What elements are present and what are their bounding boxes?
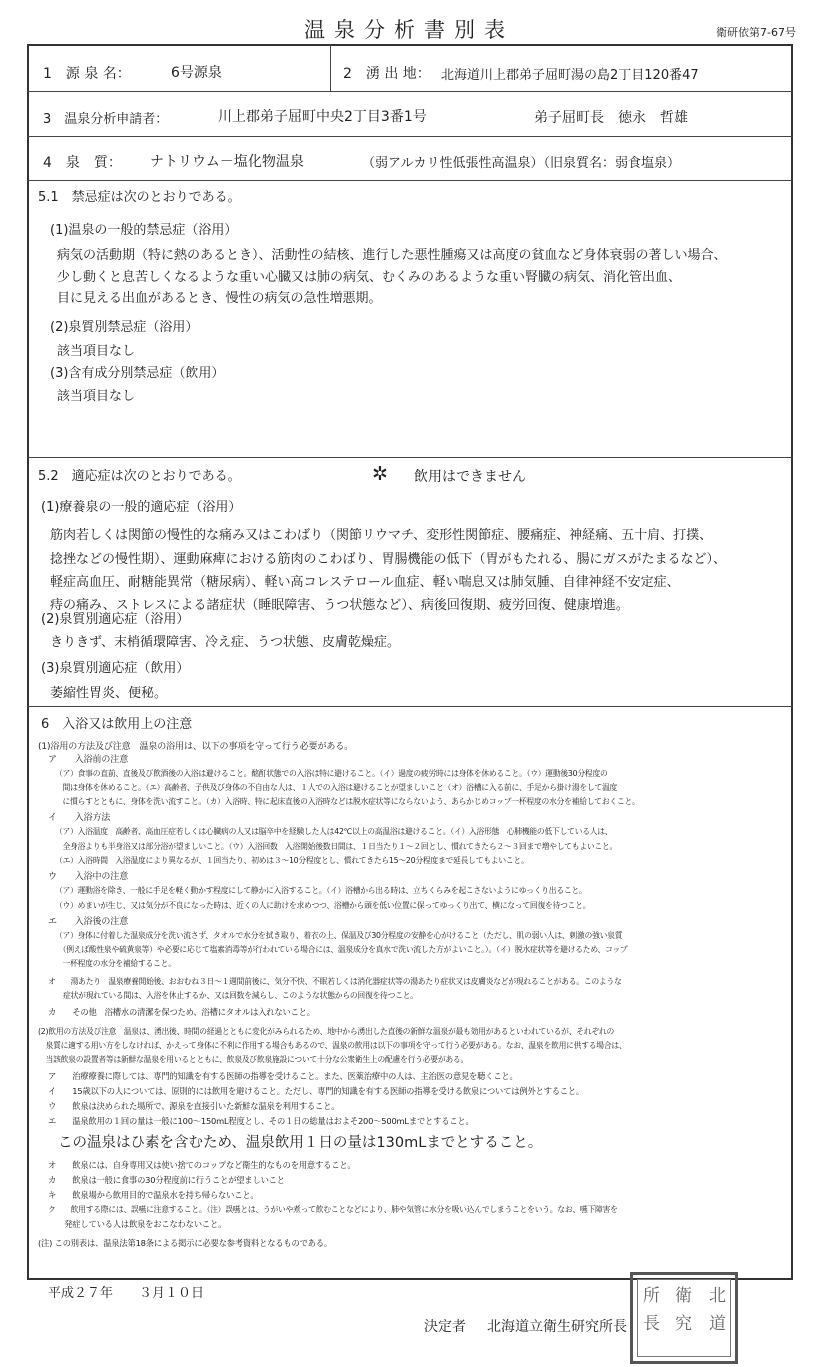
row-divider [27, 457, 793, 458]
paragraph-line: 捻挫などの慢性期）、運動麻痺における筋肉のこわばり、胃腸機能の低下（胃がもたれる、腸にガスがたまるなど）、 [50, 552, 727, 567]
arsenic-drinking-limit-notice: この温泉はひ素を含むため、温泉飲用１日の量は130mLまでとすること。 [58, 1135, 543, 1151]
precaution-line: (2)飲用の方法及び注意 温泉は、湧出後、時間の経過とともに変化がみられるため、地中から湧出した直後の新鮮な温泉が最も効用があるといわれているが、それぞれの [38, 1027, 614, 1036]
precaution-line: 一杯程度の水分を補給すること。 [55, 959, 176, 968]
applicant-name: 弟子屈町長 徳永 哲雄 [534, 110, 688, 126]
source-name-value: 6号源泉 [171, 65, 222, 81]
paragraph-line: 目に見える出血があるとき、慢性の病気の急性増悪期。 [57, 291, 382, 306]
contraindications-drinking-heading: (3)含有成分別禁忌症（飲用） [50, 366, 225, 381]
origin-value: 北海道川上郡弟子屈町湯の島2丁目120番47 [441, 68, 699, 83]
origin-label: 2 湧 出 地： [343, 66, 431, 82]
precaution-line: 発症している人は飲泉をおこなわないこと。 [48, 1219, 227, 1229]
precaution-line: 間は身体を休めること。（エ）高齢者、子供及び身体の不自由な人は、１人での入浴は避けることが望ましいこと（オ）浴槽に入る前に、手足から掛け湯をして温度 [55, 783, 618, 792]
indications-heading: 5.2 適応症は次のとおりである。 [38, 469, 241, 484]
precaution-line: 当該飲泉の設置者等は新鮮な温泉を用いるとともに、飲泉及び飲泉施設について十分な公衆衛生上の配慮を行う必要がある。 [38, 1055, 469, 1064]
precaution-line: ア 治療療養に際しては、専門的知識を有する医師の指導を受けること。また、医薬治療中の人は、主治医の意見を聴くこと。 [48, 1071, 518, 1081]
paragraph-line: 軽症高血圧、耐糖能異常（糖尿病）、軽い高コレステロール血症、軽い喘息又は肺気腫、自律神経不安定症、 [50, 575, 680, 590]
row-divider [27, 136, 793, 137]
paragraph-line: 病気の活動期（特に熱のあるとき）、活動性の結核、進行した悪性腫瘍又は高度の貧血など身体衰弱の著しい場合、 [57, 248, 727, 263]
row-divider [27, 706, 793, 707]
precaution-line: 泉質に適する用い方をしなければ、かえって身体に不利に作用する場合もあるので、温泉の飲用は以下の事項を守って行う必要がある。なお、温泉を飲用に供する場合は、 [38, 1041, 627, 1050]
precaution-line: イ 15歳以下の人については、原則的には飲用を避けること。ただし、専門的知識を有する医師の指導を受ける飲泉については例外とすること。 [48, 1086, 585, 1096]
precaution-line: イ 入浴方法 [48, 813, 111, 823]
indications-drinking-value: 萎縮性胃炎、便秘。 [50, 686, 168, 701]
precaution-line: オ 飲泉には、自身専用又は使い捨てのコップなど衛生的なものを用意すること。 [48, 1160, 356, 1170]
footnote: (注) この別表は、温泉法第18条による掲示に必要な参考資料となるものである。 [38, 1238, 332, 1248]
contraindications-type-value: 該当項目なし [57, 344, 136, 359]
precaution-line: （ア）身体に付着した温泉成分を洗い流さず、タオルで水分を拭き取り、着衣の上、保温及び30分程度の安静を心がけること（ただし、肌の弱い人は、刺激の強い泉質 [55, 931, 623, 940]
contraindications-type-heading: (2)泉質別禁忌症（浴用） [50, 320, 199, 335]
precaution-line: ア 入浴前の注意 [48, 755, 129, 765]
decider-name: 北海道立衛生研究所長 [487, 1319, 627, 1335]
row-divider [27, 180, 793, 181]
seal-glyph: 衛 [675, 1286, 692, 1306]
seal-glyph: 道 [709, 1314, 726, 1334]
precaution-line: （ア）運動浴を除き、一般に手足を軽く動かす程度にして静かに入浴すること。（イ）浴槽から出る時は、立ちくらみを起こさないようにゆっくり出ること。 [55, 886, 587, 895]
spring-type-detail: （弱アルカリ性低張性高温泉）（旧泉質名：弱食塩泉） [362, 156, 680, 171]
official-seal [630, 1272, 738, 1364]
row-divider [27, 91, 793, 92]
indications-drinking-heading: (3)泉質別適応症（飲用） [41, 661, 190, 676]
precaution-line: ク 飲用する際には、誤嚥に注意すること。（注）誤嚥とは、うがいや煮って飲むことなどにより、肺や気管に水分を吸い込んでしまうことをいう。なお、嚥下障害を [48, 1205, 618, 1214]
spring-type-label: 4 泉 質： [43, 155, 122, 171]
applicant-address: 川上郡弟子屈町中央2丁目3番1号 [218, 109, 427, 125]
seal-glyph: 北 [709, 1286, 726, 1306]
precaution-line: オ 湯あたり 温泉療養開始後、おおむね３日～１週間前後に、気分不快、不眠若しくは消化器症状等の湯あたり症状又は皮膚炎などが現れることがある。このような [48, 977, 622, 986]
document-reference-number: 衛研依第7-67号 [716, 26, 796, 39]
precaution-line: （例えば酸性泉や硫黄泉等）や必要に応じて塩素消毒等が行われている場合には、温泉成分を真水で洗い流した方がよいこと。）。（イ）脱水症状等を避けるため、コップ [55, 945, 628, 954]
seal-glyph: 究 [675, 1314, 692, 1334]
precaution-line: （ア）入浴温度 高齢者、高血圧症若しくは心臓病の人又は脳卒中を経験した人は42℃以上の高温浴は避けること。（イ）入浴形態 心肺機能の低下している人は、 [55, 827, 613, 836]
column-divider [330, 44, 331, 91]
decision-date: 平成２７年 ３月１０日 [48, 1286, 205, 1301]
precaution-line: （エ）入浴時間 入浴温度により異なるが、１回当たり、初めは３～10分程度とし、慣れてきたら15～20分程度まで延長してもよいこと。 [55, 856, 529, 865]
precaution-line: 症状が現れている間は、入浴を休止するか、又は回数を減らし、このような状態からの回復を待つこと。 [48, 991, 418, 1000]
applicant-label: 3 温泉分析申請者： [43, 112, 169, 127]
document-title: 温泉分析書別表 [304, 18, 514, 42]
contraindications-general-heading: (1)温泉の一般的禁忌症（浴用） [50, 223, 238, 238]
precaution-line: エ 温泉飲用の１回の量は一般に100～150mL程度とし、その１日の総量はおよそ200～500mLまでとすること。 [48, 1116, 474, 1126]
no-drinking-stamp: 飲用はできません [414, 469, 526, 485]
contraindications-drinking-value: 該当項目なし [57, 389, 136, 404]
paragraph-line: 筋肉若しくは関節の慢性的な痛み又はこわばり（関節リウマチ、変形性関節症、腰痛症、神経痛、五十肩、打撲、 [50, 528, 713, 543]
precaution-line: 全身浴よりも半身浴又は部分浴が望ましいこと。（ウ）入浴回数 入浴開始後数日間は、１日当たり１～２回とし、慣れてきたら２～３回まで増やしてもよいこと。 [55, 842, 618, 851]
precaution-line: カ 飲泉は一般に食事の30分程度前に行うことが望ましいこと [48, 1175, 285, 1185]
precaution-line: カ その他 浴槽水の清潔を保つため、浴槽にタオルは入れないこと。 [48, 1007, 315, 1017]
precaution-line: エ 入浴後の注意 [48, 917, 129, 927]
seal-glyph: 長 [643, 1314, 660, 1334]
precaution-line: ウ 入浴中の注意 [48, 872, 129, 882]
precaution-line: （ア）食事の直前、直後及び飲酒後の入浴は避けること。酩酊状態での入浴は特に避けること。（イ）過度の疲労時には身体を休めること。（ウ）運動後30分程度の [55, 769, 608, 778]
precaution-line: に慣らすとともに、身体を洗い流すこと。（カ）入浴時、特に起床直後の入浴時などは脱水症状等にならないよう、あらかじめコップ一杯程度の水分を補給しておくこと。 [55, 797, 640, 806]
asterisk-mark-icon: ✲ [372, 463, 388, 485]
spring-type-value: ナトリウム－塩化物温泉 [150, 154, 304, 170]
precaution-line: ウ 飲泉は決められた場所で、源泉を直接引いた新鮮な温泉を利用すること。 [48, 1101, 340, 1111]
precaution-line: （ウ）めまいが生じ、又は気分が不良になった時は、近くの人に助けを求めつつ、浴槽から頭を低い位置に保ってゆっくり出て、横になって回復を待つこと。 [55, 901, 591, 910]
indications-type-value: きりきず、末梢循環障害、冷え症、うつ状態、皮膚乾燥症。 [50, 635, 400, 650]
precaution-line: キ 飲泉場から飲用目的で温泉水を持ち帰らないこと。 [48, 1190, 259, 1200]
paragraph-line: 痔の痛み、ストレスによる諸症状（睡眠障害、うつ状態など）、病後回復期、疲労回復、健康増進。 [50, 598, 629, 613]
contraindications-heading: 5.1 禁忌症は次のとおりである。 [38, 190, 241, 205]
source-name-label: 1 源 泉 名： [43, 66, 131, 82]
indications-type-heading: (2)泉質別適応症（浴用） [41, 612, 190, 627]
paragraph-line: 少し動くと息苦しくなるような重い心臓又は肺の病気、むくみのあるような重い腎臓の病気、消化管出血、 [57, 270, 682, 285]
precautions-heading: 6 入浴又は飲用上の注意 [41, 717, 193, 732]
decider-label: 決定者 [424, 1319, 466, 1335]
seal-glyph: 所 [643, 1286, 660, 1306]
precaution-line: (1)浴用の方法及び注意 温泉の浴用は、以下の事項を守って行う必要がある。 [38, 742, 354, 752]
indications-general-heading: (1)療養泉の一般的適応症（浴用） [41, 500, 242, 515]
